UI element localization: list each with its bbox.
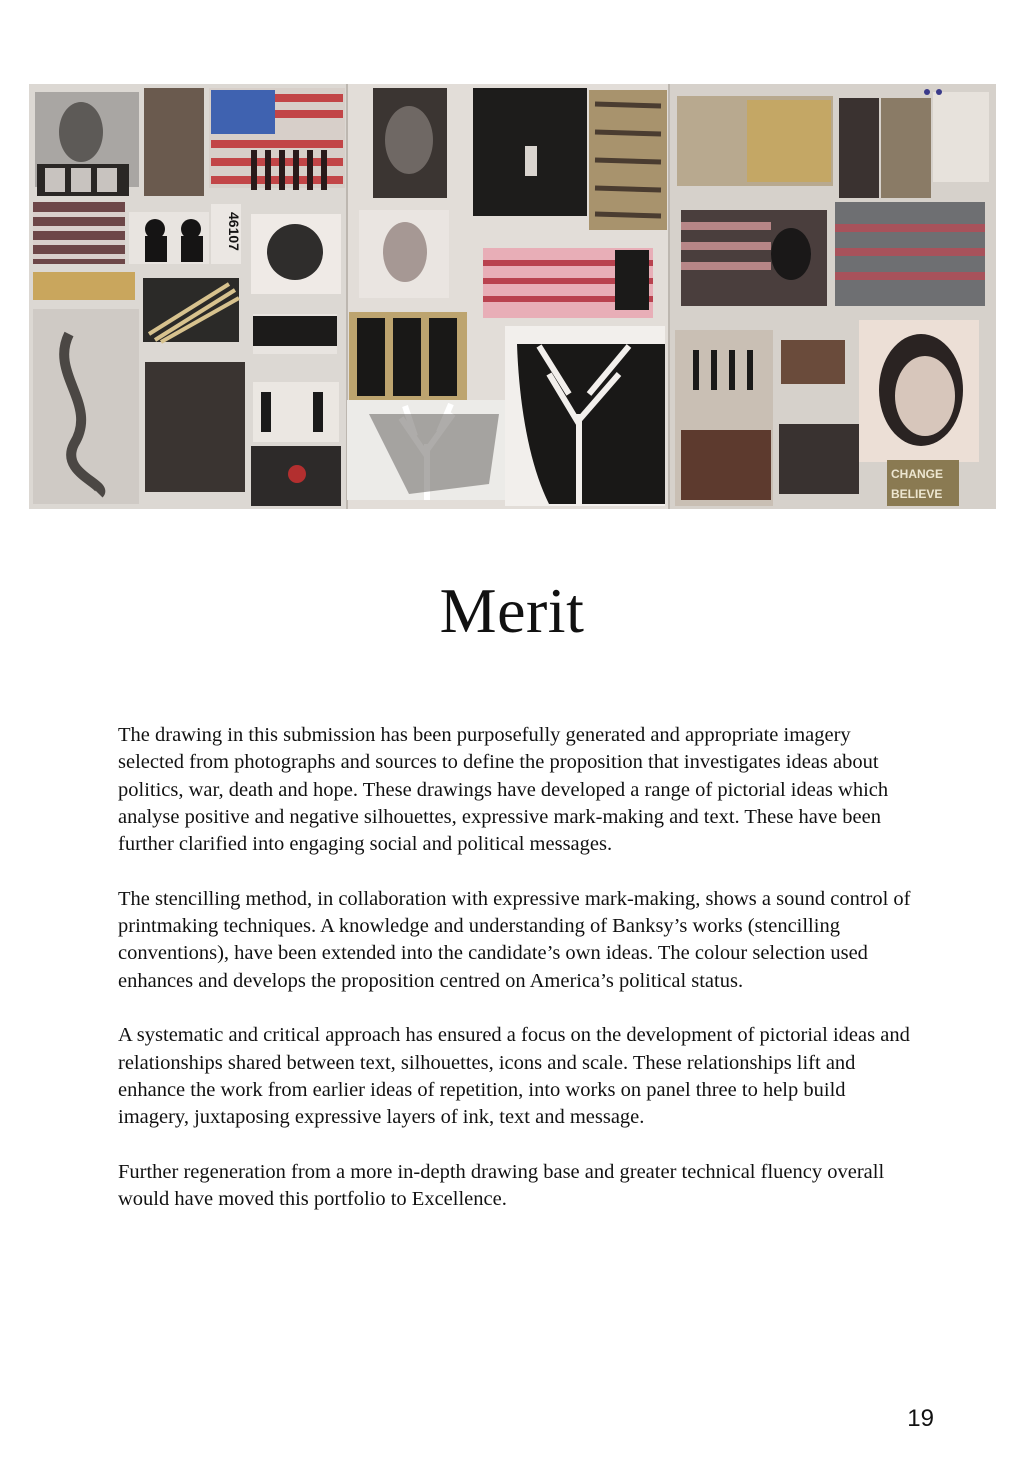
- paragraph: The drawing in this submission has been purposefully generated and appropriate imagery selected from photographs and sources to define the proposition that investigates ideas about politics, war, death and hope. These drawings have developed a range of pictorial ideas which analyse positive and negative silhouettes, expressive mark-making and text. These have been further clarified into engaging social and political messages.: [118, 724, 889, 856]
- svg-text:BELIEVE: BELIEVE: [891, 487, 943, 501]
- paragraph: Further regeneration from a more in-depth drawing base and greater technical fluency overall would have moved this portfolio to Excellence.: [118, 1160, 885, 1211]
- portfolio-panels-photo: [29, 84, 996, 509]
- assessment-text: [118, 722, 918, 1241]
- paragraph: The stencilling method, in collaboration with expressive mark-making, shows a sound control of printmaking techniques. A knowledge and understanding of Banksy’s works (stencilling conventions), have been extended into the candidate’s own ideas. The colour selection used enhances and develops the proposition centred on America’s political status.: [118, 887, 911, 992]
- svg-text:CHANGE: CHANGE: [891, 467, 944, 481]
- page-number: 19: [907, 1405, 934, 1432]
- page-title: Merit: [439, 575, 585, 646]
- paragraph: A systematic and critical approach has ensured a focus on the development of pictorial ideas and relationships shared between text, silhouettes, icons and scale. These relationships lift and enhance the work from earlier ideas of repetition, into works on panel three to help build imagery, juxtaposing expressive layers of ink, text and message.: [118, 1024, 910, 1129]
- svg-text:46107: 46107: [226, 212, 242, 251]
- collage-illustration: [29, 84, 996, 509]
